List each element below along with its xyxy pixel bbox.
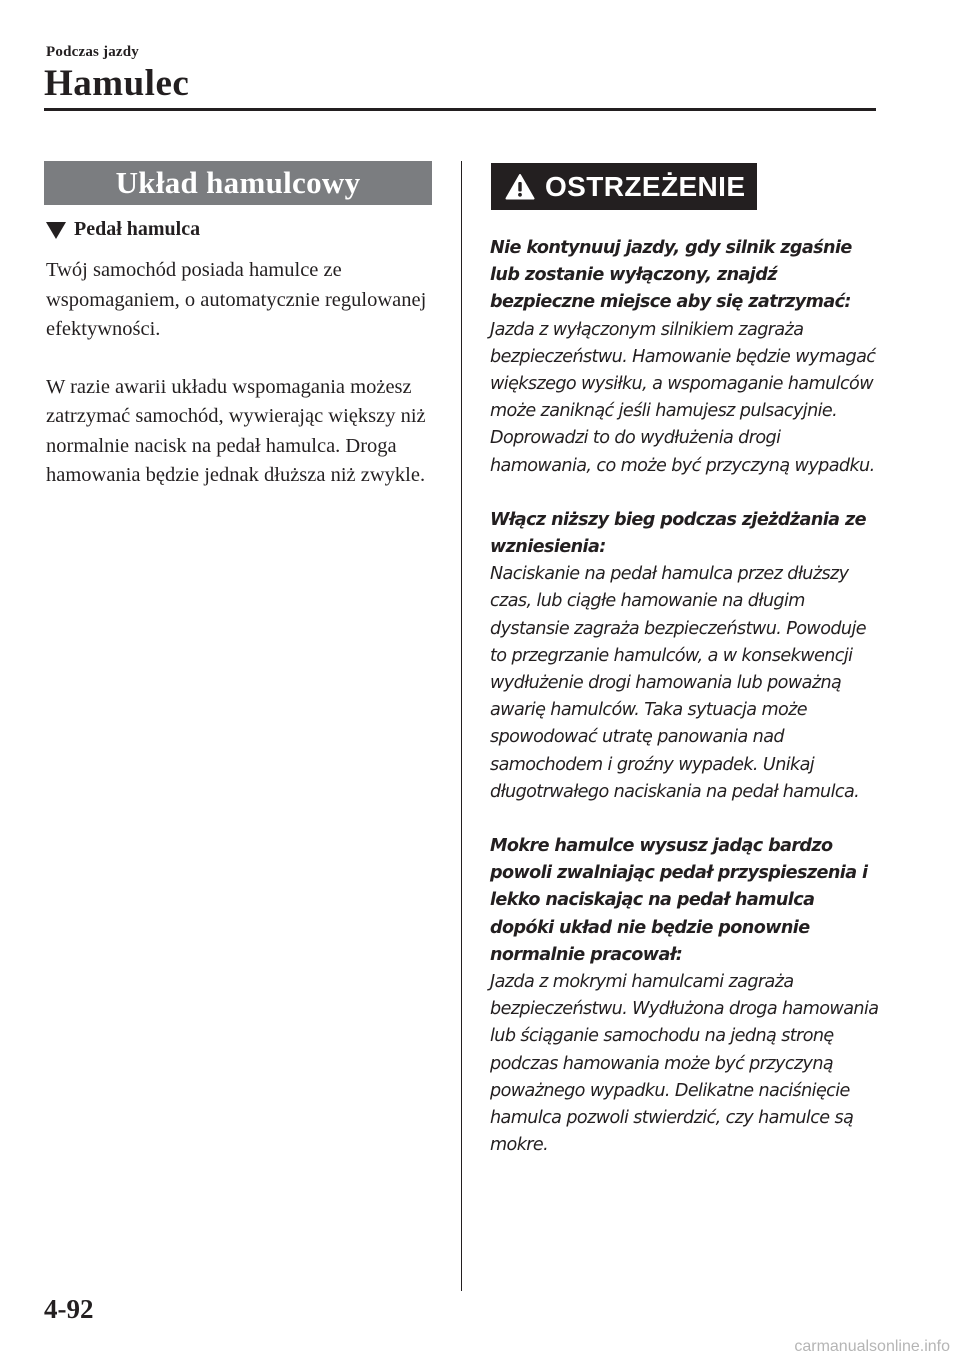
page-title: Hamulec [44, 63, 190, 104]
warning-badge [491, 163, 757, 210]
watermark: carmanualsonline.info [794, 1338, 950, 1355]
warning-item-heading: Nie kontynuuj jazdy, gdy silnik zgaśnie lub zostanie wyłączony, znajdź bezpieczne miejsce aby się zatrzymać: [490, 238, 852, 313]
triangle-bullet-icon [46, 222, 66, 239]
chapter-label: Podczas jazdy [46, 44, 140, 60]
warning-body [490, 235, 882, 1187]
warning-item [490, 833, 882, 1159]
left-column-body [46, 256, 438, 519]
warning-item [490, 507, 882, 806]
warning-item-text: Jazda z mokrymi hamulcami zagraża bezpieczeństwu. Wydłużona droga hamowania lub ściąganie samochodu na jedną stronę podczas hamowania może być przyczyną poważnego wypadku. Delikatne naciśnięcie hamulca pozwoli stwierdzić, czy hamulce są mokre. [490, 972, 879, 1156]
warning-item-heading: Mokre hamulce wysusz jadąc bardzo powoli zwalniając pedał przyspieszenia i lekko naciskając na pedał hamulca dopóki układ nie będzie ponownie normalnie pracował: [490, 836, 868, 965]
title-divider [44, 108, 876, 111]
body-paragraph: Twój samochód posiada hamulce ze wspomaganiem, o automatycznie regulowanej efektywności. [46, 259, 427, 340]
warning-item-heading: Włącz niższy bieg podczas zjeżdżania ze wzniesienia: [490, 509, 866, 558]
warning-item-text: Naciskanie na pedał hamulca przez dłuższy czas, lub ciągłe hamowanie na długim dystansie zagraża bezpieczeństwu. Powoduje to przegrzanie hamulców, a w konsekwencji wydłużenie drogi hamowania lub poważną awarię hamulców. Taka sytuacja może spowodować utratę panowania nad samochodem i groźny wypadek. Unikaj długotrwałego naciskania na pedał hamulca. [490, 564, 866, 802]
section-banner: Układ hamulcowy [44, 161, 432, 205]
body-paragraph: W razie awarii układu wspomagania możesz zatrzymać samochód, wywierając większy niż normalnie nacisk na pedał hamulca. Droga hamowania będzie jednak dłuższa niż zwykle. [46, 375, 426, 486]
warning-label: OSTRZEŻENIE [545, 170, 746, 202]
warning-triangle-icon [505, 173, 535, 200]
warning-item [490, 235, 882, 480]
page-number: 4-92 [44, 1294, 94, 1324]
subheading [46, 218, 200, 241]
warning-item-text: Jazda z wyłączonym silnikiem zagraża bezpieczeństwu. Hamowanie będzie wymagać większego wysiłku, a wspomaganie hamulców może zaniknąć jeśli hamujesz pulsacyjnie. Doprowadzi to do wydłużenia drogi hamowania, co może być przyczyną wypadku. [490, 319, 876, 476]
column-divider [461, 161, 462, 1291]
subheading-label: Pedał hamulca [74, 218, 201, 240]
